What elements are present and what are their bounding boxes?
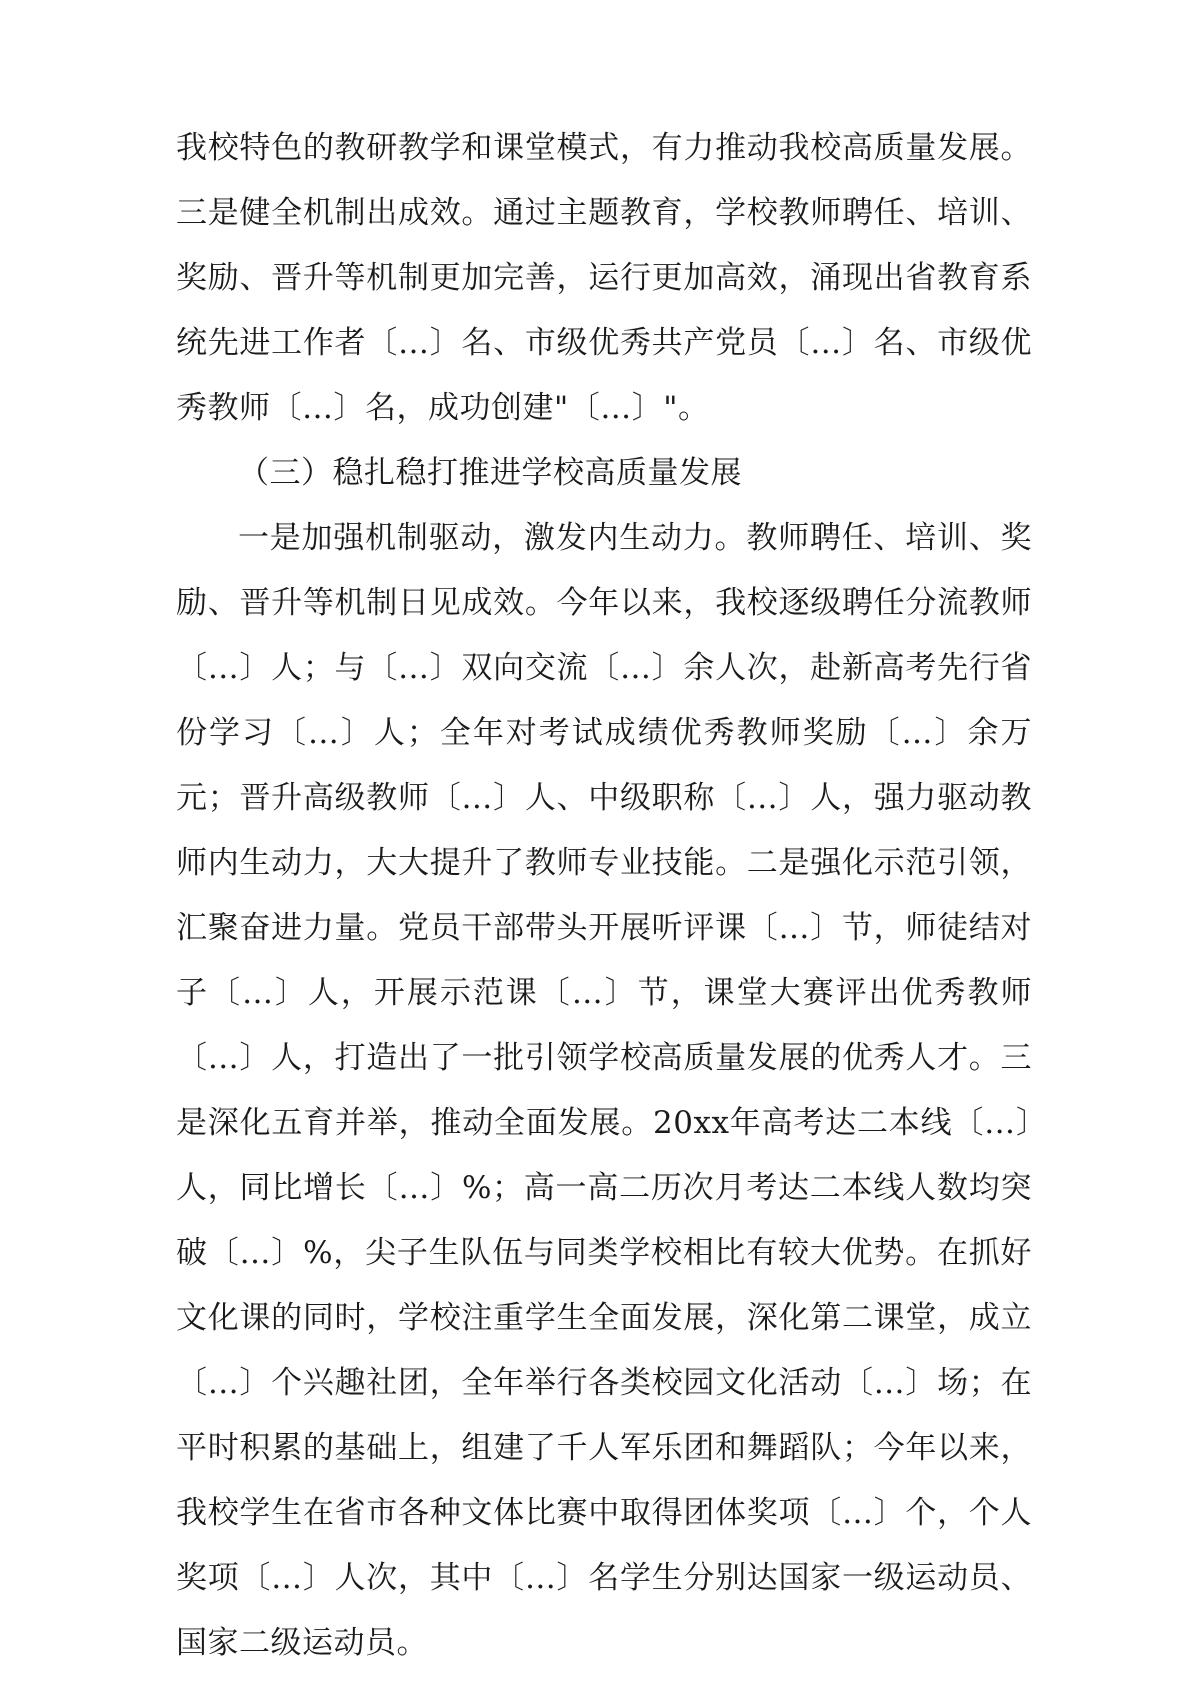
body-paragraph: 一是加强机制驱动，激发内生动力。教师聘任、培训、奖励、晋升等机制日见成效。今年以来，我校逐级聘任分流教师〔…〕人；与〔…〕双向交流〔…〕余人次，赴新高考先行省份学习〔…〕人；全年对考试成绩优秀教师奖励〔…〕余万元；晋升高级教师〔…〕人、中级职称〔…〕人，强力驱动教师内生动力，大大提升了教师专业技能。二是强化示范引领，汇聚奋进力量。党员干部带头开展听评课〔…〕节，师徒结对子〔…〕人，开展示范课〔…〕节，课堂大赛评出优秀教师〔…〕人，打造出了一批引领学校高质量发展的优秀人才。三是深化五育并举，推动全面发展。20xx年高考达二本线〔…〕人，同比增长〔…〕%；高一高二历次月考达二本线人数均突破〔…〕%，尖子生队伍与同类学校相比有较大优势。在抓好文化课的同时，学校注重学生全面发展，深化第二课堂，成立〔…〕个兴趣社团，全年举行各类校园文化活动〔…〕场；在平时积累的基础上，组建了千人军乐团和舞蹈队；今年以来，我校学生在省市各种文体比赛中取得团体奖项〔…〕个，个人奖项〔…〕人次，其中〔…〕名学生分别达国家一级运动员、国家二级运动员。 xyxy=(176,520,1032,1661)
continuation-paragraph: 我校特色的教研教学和课堂模式，有力推动我校高质量发展。三是健全机制出成效。通过主题教育，学校教师聘任、培训、奖励、晋升等机制更加完善，运行更加高效，涌现出省教育系统先进工作者〔…〕名、市级优秀共产党员〔…〕名、市级优秀教师〔…〕名，成功创建"〔…〕"。 xyxy=(176,130,1032,426)
section-heading: （三）稳扎稳打推进学校高质量发展 xyxy=(238,455,742,491)
document-body xyxy=(176,116,1032,1676)
